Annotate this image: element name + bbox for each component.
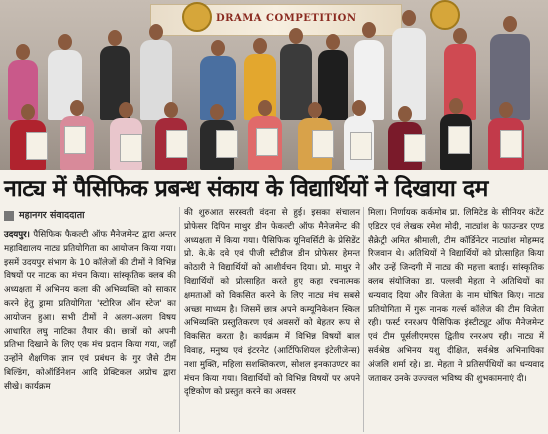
- article-column-3: [368, 207, 544, 386]
- certificate: [120, 134, 142, 162]
- person-figure: [392, 28, 426, 120]
- certificate: [26, 132, 48, 160]
- certificate: [500, 130, 522, 158]
- column-divider: [363, 207, 364, 432]
- column-text: मिला। निर्णायक कर्कमोब प्रा. लिमिटेड के सीनियर कंटेंट एडिटर एवं लेखक रमेश मोदी, नाट्यांश के फाउन्डर एण्ड सैक्रेट्री अमित श्रीमाली, टीम कॉर्डिनेटर नाट्यांश मोहम्मद रिजवान थे। अतिथियों ने विद्यार्थियों को प्रोत्साहित किया और उन्हें जिन्दगी में नाट्य की महत्ता बताई। सांस्कृतिक क्लब संयोजिका डा. पल्लवी मेहता ने अतिथियों का धन्यवाद दिया और विजेता के नाम घोषित किए। नाट्य प्रतियोगिता में गुरू नानक गर्ल्स कॉलेज की टीम विजेता रही। फर्स्ट रनरअप पैसिफिक इंस्टीट्यूट ऑफ मैनेजमेन्ट एवं टीम पूर्सलीएमएस द्वितीय रनरअप रही। नाट्य में सर्वश्रेष्ठ अभिनय यशु दीक्षित, सर्वश्रेष्ठ अभिनायिका अंजलि शर्मा रहे। डा. मेहता ने प्रतिसर्पधियों का धन्यवाद जताकर उनके उज्ज्वल भविष्य की शुभकामनाएं दी।: [368, 208, 544, 384]
- column-text: पैसिफिक फैकल्टी ऑफ मैनेजमेन्ट द्वारा अन्तर महाविद्यालय नाट्य प्रतियोगिता का आयोजन किया गया। इसमें उदयपुर संभाग के 10 कॉलेजों की टीमों ने विभिन्न विषयों पर नाटक का मंचन किया। सांस्कृतिक क्लब की अध्यक्षता में अभिनय कला की अभिव्यक्ति को साकार करने हेतु ड्रामा प्रतियोगिता 'स्टोरिज ऑन स्टेज' का आयोजन हुआ। सभी टीमों ने अलग-अलग विषय आधारित लघु नाटिका तैयार की। छात्रों को अपनी प्रतिभा दिखाने के लिए एक मंच प्रदान किया गया, जहाँ उन्होंने शैक्षणिक ज्ञान एवं प्रबंधन के गुर जैसे टीम बिल्डिंग, कोऑर्डिनेशन आदि प्रेक्टिकल अप्रोच द्वारा सीखे। कार्यक्रम: [4, 230, 176, 392]
- column-divider: [179, 207, 180, 432]
- certificate: [166, 130, 188, 158]
- drama-mask-icon: [182, 2, 212, 32]
- certificate: [404, 134, 426, 162]
- dateline: उदयपुर।: [4, 230, 30, 240]
- column-text: की शुरुआत सरस्वती वंदना से हुई। इसका संचालन प्रोफेसर दिपिन माथुर डीन फेकल्टी ऑफ मैनेजमेन्ट की अध्यक्षता में किया गया। पैसिफिक यूनिवर्सिटी के प्रेसिडेंट प्रो. के.के दवे एवं पीजी स्टीडीज डीन प्रोफेसर हेमन्त कोठारी ने विद्यार्थियों को आशीर्वचन दिया। प्रो. माथुर ने विद्यार्थियों को प्रोत्साहित करते हुए कहा रचनात्मक क्षमताओं को विकसित करने के लिए नाट्य मंच सबसे अच्छा माध्यम है। जिसमें छात्र अपने कम्यूनिकेशन स्किल अभिव्यक्ति प्रस्तुतिकरण एवं अवसरों को बेहतर रूप से विकसित करता है। कार्यक्रम में विभिन्न विषयों बाल विवाह, मनुष्य एवं इंटरनेट (आर्टिफिशियल इंटेलीजेन्स) नशा मुक्ति, महिला सशक्तिकरण, सोशल इनकाउण्टर का मंचन किया गया। विद्यार्थियों को विभिन्न विषयों पर अपने दृष्टिकोण को प्रस्तुत करने का अवसर: [184, 208, 360, 398]
- certificate: [256, 128, 278, 156]
- byline-text: महानगर संवाददाता: [19, 210, 85, 221]
- byline-marker: [4, 211, 14, 221]
- article-column-2: [184, 207, 360, 400]
- article-column-1: [4, 229, 176, 395]
- certificate: [350, 132, 372, 160]
- banner-text: DRAMA COMPETITION: [216, 13, 357, 24]
- person-figure: [318, 50, 348, 120]
- certificate: [312, 130, 334, 158]
- group-photo: [0, 0, 548, 170]
- article-headline: नाट्य में पैसिफिक प्रबन्ध संकाय के विद्यार्थियों ने दिखाया दम: [4, 176, 488, 202]
- drama-mask-icon: [430, 0, 460, 30]
- certificate: [448, 126, 470, 154]
- certificate: [216, 130, 238, 158]
- byline: [4, 209, 176, 223]
- certificate: [64, 126, 86, 154]
